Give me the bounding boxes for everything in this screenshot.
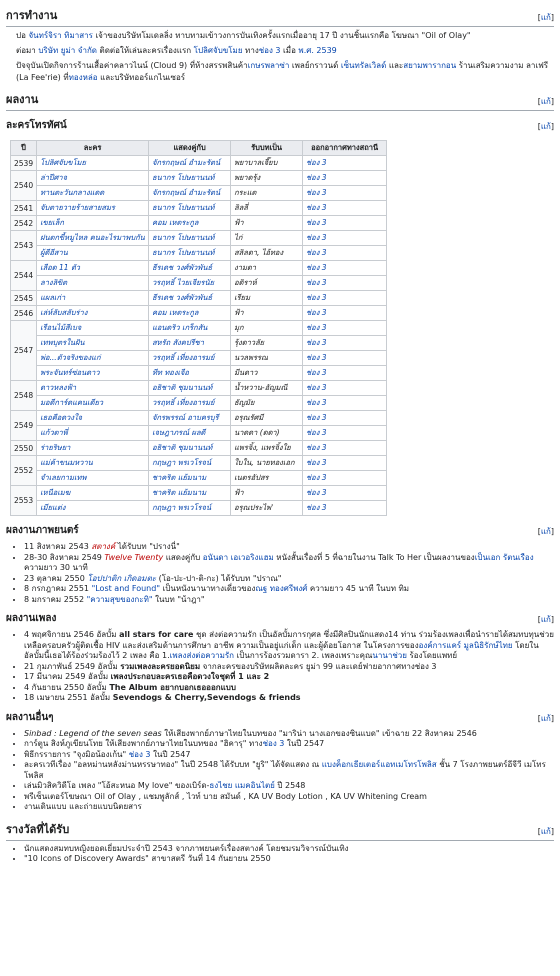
cell-station[interactable]: ช่อง 3 [303, 201, 387, 216]
list-item [24, 802, 554, 813]
cell-station[interactable]: ช่อง 3 [303, 261, 387, 276]
list-item [24, 739, 554, 750]
cell-partner[interactable]: กฤษฎา พรเวโรจน์ [149, 501, 231, 516]
wiki-link[interactable]: เป็นเอก รัตนเรือง [474, 552, 534, 562]
text-run: "10 Icons of Discovery Awards" สาขาสตรี วันที่ 14 กันยายน 2550 [24, 854, 271, 863]
cell-year: 2548 [11, 381, 37, 411]
wiki-link[interactable]: ทองหล่อ [68, 73, 98, 82]
text-run: ชั้น 7 โรงภาพยนตร์อีจีวี เมโทรโพลิส [24, 760, 546, 780]
table-row [11, 156, 387, 171]
cell-partner[interactable]: คอม เหตระกูล [149, 216, 231, 231]
table-row [11, 246, 387, 261]
section-heading-other [6, 709, 554, 726]
text-run: 17 มีนาคม 2549 อัลบั้ม [24, 672, 111, 681]
cell-station[interactable]: ช่อง 3 [303, 216, 387, 231]
table-row [11, 321, 387, 336]
drama-table-header [11, 141, 387, 156]
cell-role: อรุณประไพ' [231, 501, 303, 516]
text-run: ร้องโดยแพทย์ [406, 651, 458, 660]
wiki-link[interactable]: แบงค็อกเธียเตอร์แอทเมโทรโพลิส [321, 760, 437, 769]
cell-partner[interactable]: ธนากร โปษยานนท์ [149, 231, 231, 246]
table-row [11, 396, 387, 411]
cell-role: เนตรอัปสร [231, 471, 303, 486]
text-run: ความยาว 30 นาที [24, 563, 88, 572]
cell-role: อดิราห์ [231, 276, 303, 291]
col-header-partner: แสดงคู่กับ [149, 141, 231, 156]
table-row [11, 336, 387, 351]
list-item [24, 672, 554, 683]
text-run: 4 กันยายน 2550 อัลบั้ม [24, 682, 110, 692]
edit-link[interactable]: [แก้] [537, 615, 554, 624]
cell-station[interactable]: ช่อง 3 [303, 156, 387, 171]
cell-title[interactable]: เธอคือดวงใจ [37, 411, 149, 426]
table-row [11, 306, 387, 321]
table-row [11, 351, 387, 366]
section-title: ละครโทรทัศน์ [6, 120, 67, 131]
edit-link[interactable]: [แก้] [537, 97, 554, 106]
cell-title[interactable]: โปลิศจับขโมย [37, 156, 149, 171]
cell-role: ฟ้า [231, 306, 303, 321]
edit-link[interactable]: [แก้] [537, 13, 554, 22]
table-row [11, 411, 387, 426]
col-header-role: รับบทเป็น [231, 141, 303, 156]
text-run: 21 กุมภาพันธ์ 2549 อัลบั้ม [24, 661, 121, 671]
music-list [6, 630, 554, 704]
cell-station[interactable]: ช่อง 3 [303, 306, 387, 321]
section-heading-film [6, 522, 554, 539]
cell-partner[interactable]: อธิชาติ ชุมนานนท์ [149, 441, 231, 456]
text-run: เล่นมิวสิควิดีโอ เพลง "โอ้สะหนอ My love" ของเบิร์ด- [24, 781, 210, 790]
other-list [6, 729, 554, 813]
drama-table-body [11, 156, 387, 516]
cell-role: นาดดา (ดดา) [231, 426, 303, 441]
text-run: ติดต่อให้เล่นละครเรื่องแรก [97, 46, 194, 55]
table-row [11, 456, 387, 471]
list-item [24, 729, 554, 740]
text-run: นักแสดงสมทบหญิงยอดเยี่ยมประจำปี 2543 จากภาพยนตร์เรื่องสตางค์ โดยชมรมวิจารณ์บันเทิง [24, 843, 349, 853]
wiki-link[interactable]: "ความสุขของกะทิ" [86, 594, 153, 604]
section-heading-works [6, 88, 554, 111]
cell-station[interactable]: ช่อง 3 [303, 381, 387, 396]
list-item [24, 584, 554, 595]
cell-year: 2550 [11, 441, 37, 456]
list-item [24, 854, 554, 865]
text-run: โดยในอัลบั้มนี้เธอได้ร้องร่วมร้องไว้ 2 เพลง คือ 1. [24, 640, 539, 660]
list-item [24, 792, 554, 803]
text-run: 18 เมษายน 2551 อัลบั้ม [24, 693, 113, 702]
cell-role: สลิลดา, ไอ้ทอง [231, 246, 303, 261]
list-item [24, 553, 554, 574]
text-run: จากละครของบริษัทผลิตละคร ยูม่า 99 และเดย์ฟายอากาศทางช่อง 3 [200, 661, 437, 671]
section-heading-career [6, 4, 554, 27]
cell-title[interactable]: มอดีการ์ดแคนเดียว [37, 396, 149, 411]
table-row [11, 501, 387, 516]
cell-partner[interactable]: คอม เหตระกูล [149, 306, 231, 321]
cell-title[interactable]: ทานตะวันกลางแดด [37, 186, 149, 201]
wiki-link[interactable]: เกษรพลาซ่า [247, 61, 290, 70]
cell-partner[interactable]: ทีท ทองเจือ [149, 366, 231, 381]
list-item [24, 693, 554, 704]
text-run: แสดงคู่กับ [163, 552, 203, 562]
table-row [11, 471, 387, 486]
career-paragraph-1 [6, 30, 554, 42]
cell-station[interactable]: ช่อง 3 [303, 186, 387, 201]
wiki-link[interactable]: ณฐ ทองศรีพงศ์ [255, 584, 308, 593]
cell-role: กระแต [231, 186, 303, 201]
cell-station[interactable]: ช่อง 3 [303, 411, 387, 426]
text-run: เจ้าของบริษัทโมเดลลิ่ง ทาบทามเข้าวงการบันเทิงครั้งแรกเมื่ออายุ 17 ปี งานชิ้นแรกคือ โฆษณา "Oil of Olay" [92, 31, 471, 40]
cell-title[interactable]: ร่ายริษยา [37, 441, 149, 456]
wiki-link[interactable]: สยามพารากอน [403, 61, 457, 70]
cell-title[interactable]: เมียแต่ง [37, 501, 149, 516]
cell-role: น้ำหวาน-อัญมณี [231, 381, 303, 396]
wiki-link[interactable]: นานาช่วย [372, 651, 407, 660]
cell-station[interactable]: ช่อง 3 [303, 351, 387, 366]
text-run: เมื่อ [280, 46, 299, 55]
wiki-link[interactable]: ธงไชย แมคอินไตย์ [209, 781, 275, 790]
list-item [24, 595, 554, 606]
cell-role: นวลพรรณ [231, 351, 303, 366]
drama-table [10, 140, 387, 516]
cell-partner[interactable]: จักรกฤษณ์ อำมะรัตน์ [149, 186, 231, 201]
cell-year: 2544 [11, 261, 37, 291]
wiki-link[interactable]: "Lost and Found" [91, 584, 161, 593]
section-title: ผลงานอื่นๆ [6, 711, 54, 723]
list-item [24, 781, 554, 792]
cell-partner[interactable]: ธีรเดช วงศ์พัวพันธ์ [149, 291, 231, 306]
career-paragraph-3 [6, 60, 554, 84]
table-row [11, 171, 387, 186]
text-run: ปี 2548 [274, 781, 306, 790]
edit-link[interactable]: [แก้] [537, 713, 554, 723]
wiki-link[interactable]: เซ็นทรัลเวิลด์ [340, 61, 387, 70]
text-run: ปอ [16, 31, 29, 40]
cell-role: ธัญมัย [231, 396, 303, 411]
col-header-year: ปี [11, 141, 37, 156]
cell-station[interactable]: ช่อง 3 [303, 336, 387, 351]
section-heading-awards [6, 818, 554, 841]
text-run: 28-30 สิงหาคม 2549 [24, 552, 105, 562]
cell-station[interactable]: ช่อง 3 [303, 456, 387, 471]
list-item [24, 844, 554, 855]
table-row [11, 426, 387, 441]
cell-title[interactable]: จำเลยกามเทพ [37, 471, 149, 486]
cell-station[interactable]: ช่อง 3 [303, 486, 387, 501]
text-run: ความยาว 45 นาที ในบท ทิม [307, 584, 410, 593]
text-run: การ์ตูน สิงห์ภูเขียนโทย ให้เสียงพากย์ภาษาไทยในบทของ "ฮิคารุ" ทาง [24, 739, 263, 748]
cell-title[interactable]: พระจันทร์ซ่อนดาว [37, 366, 149, 381]
cell-title[interactable]: เรือนไม้สีเบจ [37, 321, 149, 336]
cell-title[interactable]: ลางลิขิต [37, 276, 149, 291]
wiki-link[interactable]: ช่อง 3 [128, 749, 151, 759]
cell-partner[interactable]: ธนากร โปษยานนท์ [149, 171, 231, 186]
text-run: พิธีกรรายการ "จุงมิอน้องเก้น" [24, 749, 129, 759]
cell-year: 2543 [11, 231, 37, 261]
text-run: 4 พฤศจิกายน 2546 อัลบั้ม [24, 630, 120, 639]
cell-role: ใบใน, นายทองเอก [231, 456, 303, 471]
cell-role: มีนดาว [231, 366, 303, 381]
edit-link[interactable]: [แก้] [537, 527, 554, 536]
cell-title[interactable]: เลือด 11 ตัว [37, 261, 149, 276]
text-run: และบริษัทออร์แกไนเซอร์ [97, 73, 186, 82]
cell-station[interactable]: ช่อง 3 [303, 291, 387, 306]
cell-role: ฟ้า [231, 486, 303, 501]
cell-partner[interactable]: วรฤทธิ์ ไวยเจียรนัย [149, 276, 231, 291]
text-run: หนังสั้นเรื่องที่ 5 ที่ฉายในงาน Talk To Her เป็นผลงานของ [273, 552, 475, 562]
list-item [24, 574, 554, 585]
cell-station[interactable]: ช่อง 3 [303, 276, 387, 291]
wiki-link[interactable]: ช่อง 3 [262, 739, 285, 748]
cell-partner[interactable]: ชาคริต แย้มนาม [149, 471, 231, 486]
cell-title[interactable]: จับตายวายร้ายสายสมร [37, 201, 149, 216]
table-row [11, 441, 387, 456]
cell-title[interactable]: แผลเก่า [37, 291, 149, 306]
table-row [11, 231, 387, 246]
cell-station[interactable]: ช่อง 3 [303, 246, 387, 261]
wiki-link[interactable]: โปลิศจับขโมย [193, 46, 243, 55]
cell-partner[interactable]: ธีรเดช วงศ์พัวพันธ์ [149, 261, 231, 276]
cell-year: 2552 [11, 456, 37, 486]
cell-station[interactable]: ช่อง 3 [303, 471, 387, 486]
wiki-link[interactable]: บริษัท ยูม่า จำกัด [38, 46, 97, 55]
cell-title[interactable]: แม่ค้าขนมหวาน [37, 456, 149, 471]
wiki-link[interactable]: ช่อง 3 [258, 46, 281, 55]
wiki-link[interactable]: อนันดา เอเวอริงแฮม [202, 552, 274, 562]
cell-station[interactable]: ช่อง 3 [303, 426, 387, 441]
cell-year: 2547 [11, 321, 37, 381]
text-run: ได้รับบท "ปรางนี่" [115, 542, 180, 551]
text-run: รวมเพลงละครยอดนิยม [120, 661, 201, 671]
cell-partner[interactable]: จักรกฤษณ์ อำมะรัตน์ [149, 156, 231, 171]
text-run: ปัจจุบันเปิดกิจการร้านเสื้อค่าคลาวไนน์ (Cloud 9) ที่ห้างสรรพสินค้า [16, 61, 248, 70]
cell-role: พยาบาลเจี๊ยบ [231, 156, 303, 171]
section-title: ผลงาน [6, 93, 39, 106]
cell-role: เรียม [231, 291, 303, 306]
table-row [11, 381, 387, 396]
cell-year: 2553 [11, 486, 37, 516]
cell-title[interactable]: เล่ห์ลับสลับร่าง [37, 306, 149, 321]
section-title: ผลงานเพลง [6, 613, 57, 624]
cell-role: แพรจิ้ง, แพรจิ้งใย [231, 441, 303, 456]
text-run: ร้านเสริมความงาม ลาเฟรี (La Fee'rie) ที่ [16, 61, 549, 82]
text-run: all stars for care [119, 630, 194, 639]
text-run: 11 สิงหาคม 2543 [24, 542, 92, 551]
cell-title[interactable]: เขยเล็ก [37, 216, 149, 231]
edit-link[interactable]: [แก้] [537, 826, 554, 836]
table-row [11, 366, 387, 381]
cell-station[interactable]: ช่อง 3 [303, 171, 387, 186]
cell-partner[interactable]: อธิชาติ ชุมนานนท์ [149, 381, 231, 396]
text-run: เพลย์กราวนด์ [289, 61, 341, 70]
cell-year: 2545 [11, 291, 37, 306]
section-heading-drama [6, 117, 554, 134]
col-header-title: ละคร [37, 141, 149, 156]
cell-role: รุ้งดาวลัย [231, 336, 303, 351]
section-title: การทำงาน [6, 9, 58, 22]
text-run: ในปี 2547 [284, 739, 325, 748]
list-item [24, 662, 554, 673]
text-run: ทาง [242, 46, 259, 55]
cell-year: 2542 [11, 216, 37, 231]
cell-station[interactable]: ช่อง 3 [303, 396, 387, 411]
list-item [24, 542, 554, 553]
cell-station[interactable]: ช่อง 3 [303, 231, 387, 246]
text-run: ต่อมา [16, 46, 39, 55]
cell-station[interactable]: ช่อง 3 [303, 321, 387, 336]
wiki-link[interactable]: เพลงส่งต่อความรัก [169, 651, 234, 660]
cell-partner[interactable]: สหรัถ สังคปรีชา [149, 336, 231, 351]
cell-role: อรุณรัศมี [231, 411, 303, 426]
table-row [11, 276, 387, 291]
table-row [11, 186, 387, 201]
awards-list [6, 844, 554, 865]
cell-title[interactable]: เหนือเมฆ [37, 486, 149, 501]
cell-partner[interactable]: ธนากร โปษยานนท์ [149, 246, 231, 261]
cell-year: 2549 [11, 411, 37, 441]
cell-partner[interactable]: ชาคริต แย้มนาม [149, 486, 231, 501]
cell-title[interactable]: พ่อ...ตัวจริงของแก่ [37, 351, 149, 366]
cell-year: 2539 [11, 156, 37, 171]
cell-year: 2546 [11, 306, 37, 321]
section-heading-music [6, 610, 554, 627]
col-header-station: ออกอากาศทางสถานี [303, 141, 387, 156]
text-run: งานเดินแบบ และถ่ายแบบนิตยสาร [24, 802, 142, 811]
wiki-link[interactable]: สตางค์ [91, 542, 116, 551]
cell-title[interactable]: ล่าปีศาจ [37, 171, 149, 186]
cell-role: ลิลลี่ [231, 201, 303, 216]
text-run: เป็นการร้องรวมดารา 2. เพลงเพราะคุณ [234, 651, 373, 660]
cell-station[interactable]: ช่อง 3 [303, 501, 387, 516]
cell-partner[interactable]: ธนากร โปษยานนท์ [149, 201, 231, 216]
text-run: (โอ-ปะ-ปา-ติ-กะ) ได้รับบท "ปราณ" [156, 573, 282, 583]
text-run: ชุด ส่งต่อความรัก เป็นอัลบั้มการกุศล ซึ่งมีศิลปินนักแสดง14 ท่าน ร่วมร้องเพลงเพื่อนำรายได้สมทบทุนช่วยเหลือครอบครัวผู้ติดเชื้อ HIV และส่งเสริมด้านการศึกษา อาชีพ ความเป็นอยู่แก่เด็ก และผู้ด้อยโอกาส ในโครงการของ [24, 630, 554, 650]
cell-partner[interactable]: เจษฎาภรณ์ ผลดี [149, 426, 231, 441]
text-run: 23 ตุลาคม 2550 [24, 573, 88, 583]
text-run: ละครเวทีเรื่อง "อลหม่านหลังม่านหรรษาทอง" ในปี 2548 ได้รับบท "ยูริ" ได้จัดแสดง ณ [24, 760, 322, 769]
table-row [11, 486, 387, 501]
text-run: และ [386, 61, 404, 70]
cell-partner[interactable]: วรฤทธิ์ เที่ยงอารมย์ [149, 351, 231, 366]
text-run: ให้เสียงพากย์ภาษาไทยในบทของ "มาริน่า นางเอกของซินแบด" เข้าฉาย 22 สิงหาคม 2546 [161, 728, 477, 738]
list-item [24, 760, 554, 781]
cell-role: ไก่ [231, 231, 303, 246]
list-item [24, 630, 554, 662]
cell-role: พยาดรุ้ง [231, 171, 303, 186]
wiki-link[interactable]: พ.ศ. 2539 [298, 46, 337, 55]
table-row [11, 216, 387, 231]
table-row [11, 291, 387, 306]
wiki-link[interactable]: โอปปาติก เกิดอมตะ [87, 573, 157, 583]
cell-title[interactable]: ดาวหลงฟ้า [37, 381, 149, 396]
cell-station[interactable]: ช่อง 3 [303, 366, 387, 381]
cell-role: มุก [231, 321, 303, 336]
text-run: เพลงประกอบละครเธอคือดวงใจชุดที่ 1 และ 2 [110, 672, 270, 681]
career-paragraph-2 [6, 45, 554, 57]
text-run: The Album อยากบอกเธอออกแบบ [109, 682, 236, 692]
cell-partner[interactable]: วรฤทธิ์ เที่ยงอารมย์ [149, 396, 231, 411]
list-item [24, 750, 554, 761]
section-title: ผลงานภาพยนตร์ [6, 525, 79, 536]
cell-title[interactable]: แก้วตาพี่ [37, 426, 149, 441]
text-run: Sevendogs & Cherry,Sevendogs & friends [112, 693, 301, 702]
list-item [24, 683, 554, 694]
text-run: 8 กรกฎาคม 2551 [24, 584, 92, 593]
table-row [11, 261, 387, 276]
edit-link[interactable]: [แก้] [537, 122, 554, 131]
cell-title[interactable]: ผู้ดีอีสาน [37, 246, 149, 261]
cell-title[interactable]: ฝนตกขี้หมูไหล คนอะไรมาพบกัน [37, 231, 149, 246]
cell-partner[interactable]: กฤษฎา พรเวโรจน์ [149, 456, 231, 471]
wiki-link[interactable]: Twelve Twenty [104, 552, 164, 562]
text-run: Sinbad : Legend of the seven seas [24, 728, 162, 738]
text-run: เป็นหนังนานาทางเดี่ยวของ [160, 584, 256, 593]
wiki-link[interactable]: จันทร์จิรา ทิมาสาร [28, 31, 93, 40]
section-title: รางวัลที่ได้รับ [6, 822, 70, 836]
wiki-link[interactable]: องค์การแคร์ มูลนิธิรักษ์ไทย [418, 640, 513, 650]
cell-title[interactable]: เทพบุตรในฝัน [37, 336, 149, 351]
text-run: 8 มกราคม 2552 [24, 594, 87, 604]
film-list [6, 542, 554, 605]
cell-partner[interactable]: แอนดริว เกร็กสัน [149, 321, 231, 336]
cell-partner[interactable]: จักรพรรณ์ อาบครบุรี [149, 411, 231, 426]
text-run: พรีเซ็นเตอร์โฆษณา Oil of Olay , แชมพูลักส์ , ไวท์ บาย สมันด์ , KA UV Body Lotion , KA UV Whitening Cream [24, 791, 427, 801]
text-run: ในบท "น้าฎา" [152, 594, 205, 604]
cell-role: งามดา [231, 261, 303, 276]
text-run: ในปี 2547 [150, 749, 191, 759]
cell-year: 2541 [11, 201, 37, 216]
cell-role: ฟ้า [231, 216, 303, 231]
cell-year: 2540 [11, 171, 37, 201]
table-row [11, 201, 387, 216]
cell-station[interactable]: ช่อง 3 [303, 441, 387, 456]
